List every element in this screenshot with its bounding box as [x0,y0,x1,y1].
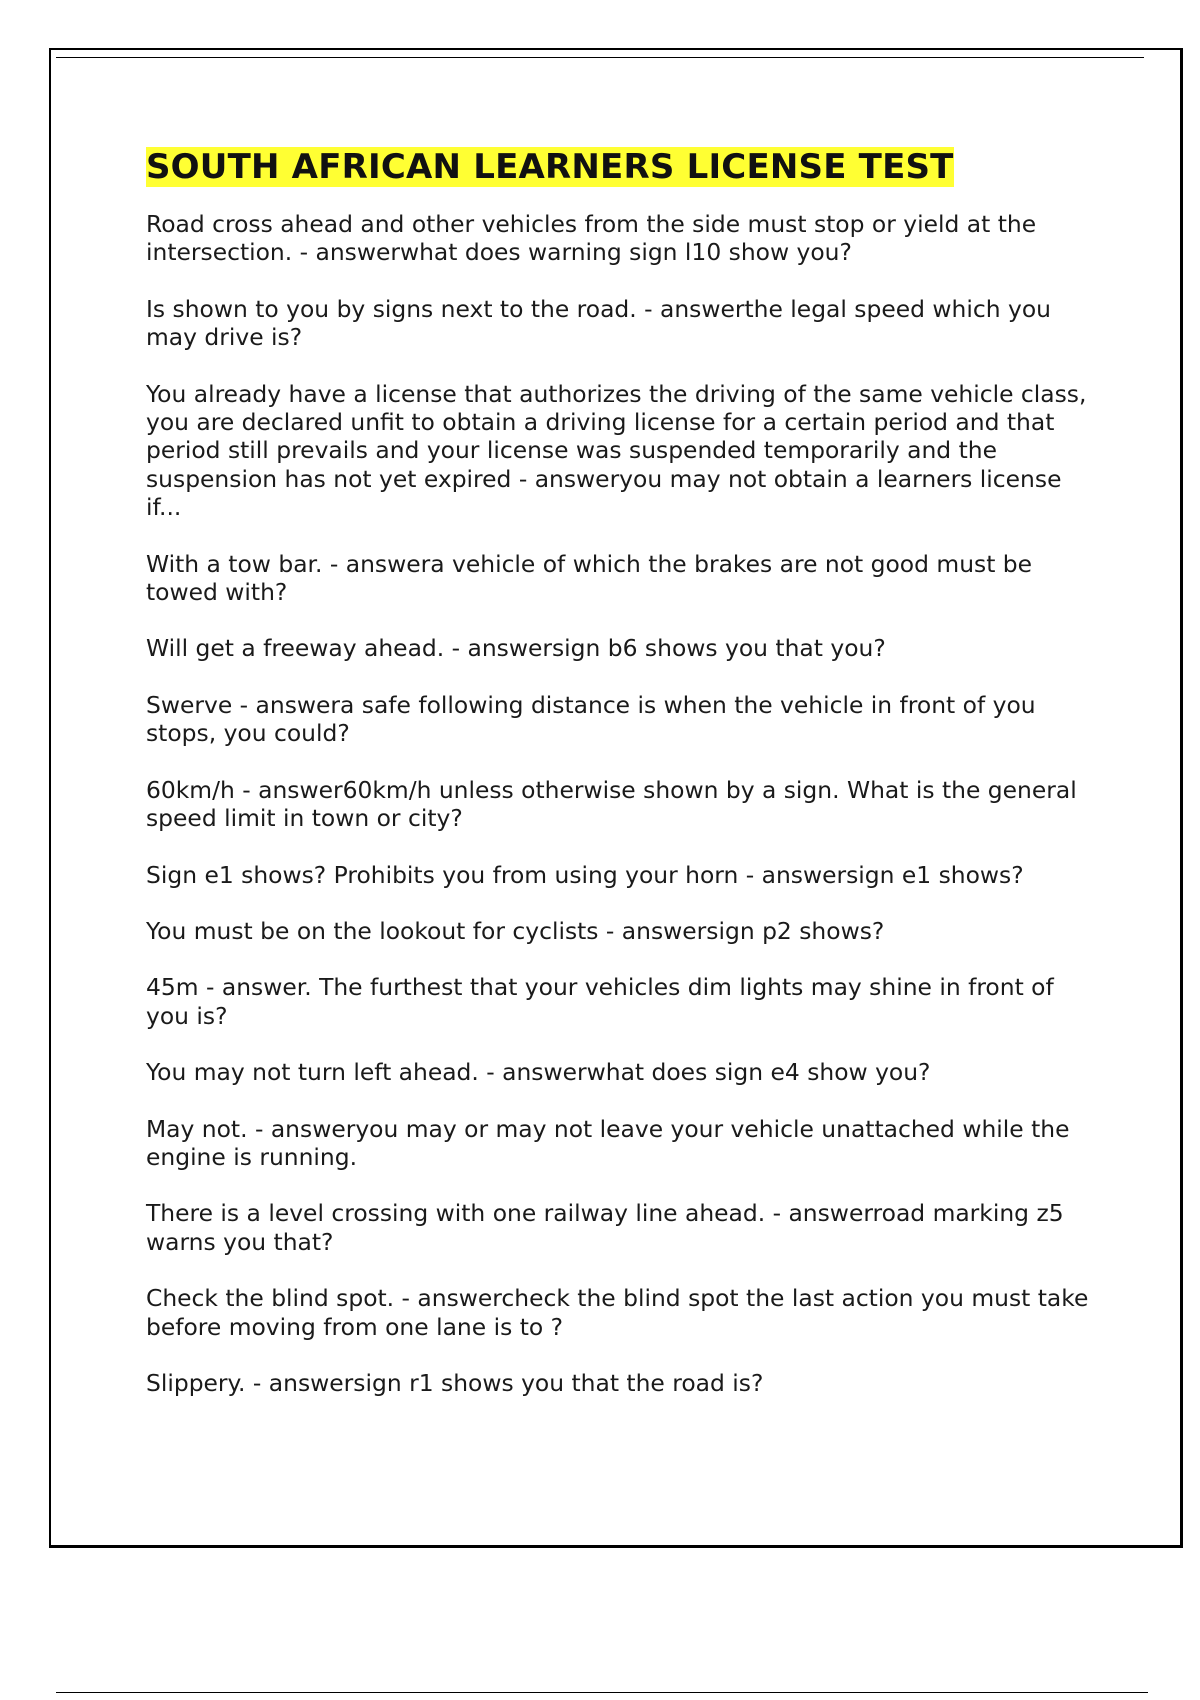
qa-item: You may not turn left ahead. - answerwhat does sign e4 show you? [146,1058,931,1087]
qa-item: 60km/h - answer60km/h unless otherwise shown by a sign. What is the general speed limit in town or city? [146,775,1077,833]
document-body [146,146,1096,1425]
qa-item: Swerve - answera safe following distance is when the vehicle in front of you stops, you could? [146,690,1036,748]
qa-item: Is shown to you by signs next to the road. - answerthe legal speed which you may drive is? [146,294,1051,352]
qa-item: Slippery. - answersign r1 shows you that the road is? [146,1368,764,1397]
qa-item: Check the blind spot. - answercheck the blind spot the last action you must take before moving from one lane is to ? [146,1284,1089,1341]
bottom-rule [56,1692,1148,1693]
qa-item: With a tow bar. - answera vehicle of which the brakes are not good must be towed with? [146,549,1033,607]
qa-item: Will get a freeway ahead. - answersign b6 shows you that you? [146,634,886,663]
qa-item: May not. - answeryou may or may not leave your vehicle unattached while the engine is running. [146,1114,1070,1171]
qa-item: 45m - answer. The furthest that your vehicles dim lights may shine in front of you is? [146,973,1054,1030]
qa-item: There is a level crossing with one railway line ahead. - answerroad marking z5 warns you that? [146,1199,1064,1256]
qa-item: Road cross ahead and other vehicles from the side must stop or yield at the intersection. - answerwhat does warning sign l10 show you? [146,210,1037,267]
qa-item: You already have a license that authorizes the driving of the same vehicle class, you are declared unfit to obtain a driving license for a certain period and that period still prevails and your license was suspended temporarily and the suspension has not yet expired - answeryou may not obtain a learners license if... [146,379,1087,522]
qa-item: Sign e1 shows? Prohibits you from using your horn - answersign e1 shows? [146,860,1024,889]
title-block [146,146,1096,188]
document-title: SOUTH AFRICAN LEARNERS LICENSE TEST [146,147,954,187]
qa-item: You must be on the lookout for cyclists - answersign p2 shows? [146,916,885,945]
